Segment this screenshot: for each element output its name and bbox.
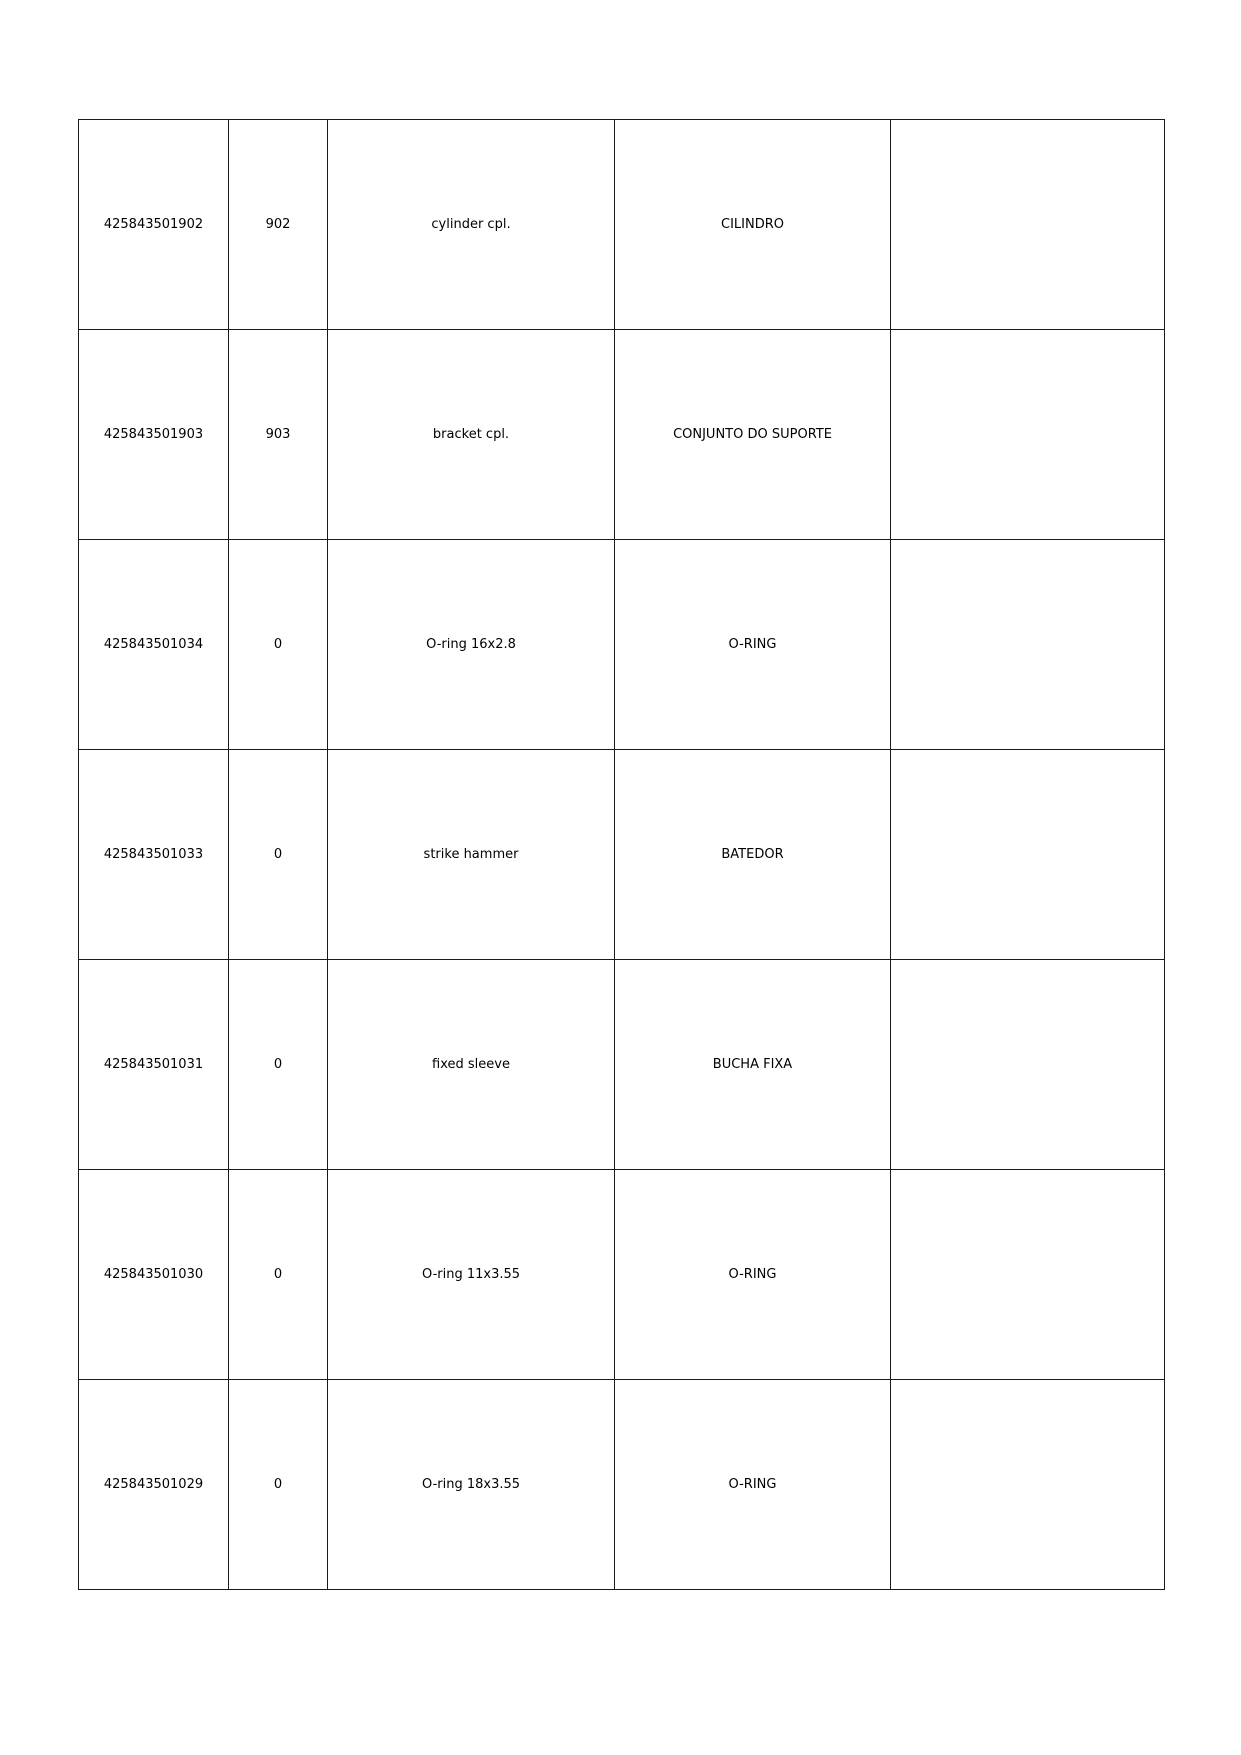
position-cell: 902 [229, 120, 328, 330]
notes-cell [891, 1170, 1165, 1380]
description-en-cell: O-ring 18x3.55 [328, 1380, 615, 1590]
part-code-cell: 425843501033 [79, 750, 229, 960]
table-row [79, 1380, 1165, 1590]
description-en-cell: O-ring 16x2.8 [328, 540, 615, 750]
notes-cell [891, 540, 1165, 750]
notes-cell [891, 1380, 1165, 1590]
position-cell: 903 [229, 330, 328, 540]
part-code-cell: 425843501029 [79, 1380, 229, 1590]
description-pt-cell: CONJUNTO DO SUPORTE [615, 330, 891, 540]
description-pt-cell: BATEDOR [615, 750, 891, 960]
part-code-cell: 425843501034 [79, 540, 229, 750]
table-row [79, 120, 1165, 330]
description-pt-cell: O-RING [615, 1380, 891, 1590]
description-en-cell: bracket cpl. [328, 330, 615, 540]
table-row [79, 960, 1165, 1170]
description-en-cell: fixed sleeve [328, 960, 615, 1170]
description-en-cell: O-ring 11x3.55 [328, 1170, 615, 1380]
notes-cell [891, 120, 1165, 330]
part-code-cell: 425843501030 [79, 1170, 229, 1380]
notes-cell [891, 330, 1165, 540]
position-cell: 0 [229, 540, 328, 750]
position-cell: 0 [229, 750, 328, 960]
parts-table [78, 119, 1165, 1590]
notes-cell [891, 960, 1165, 1170]
notes-cell [891, 750, 1165, 960]
part-code-cell: 425843501903 [79, 330, 229, 540]
position-cell: 0 [229, 960, 328, 1170]
description-pt-cell: CILINDRO [615, 120, 891, 330]
table-row [79, 330, 1165, 540]
table-row [79, 750, 1165, 960]
description-pt-cell: O-RING [615, 540, 891, 750]
part-code-cell: 425843501031 [79, 960, 229, 1170]
position-cell: 0 [229, 1380, 328, 1590]
table-row [79, 540, 1165, 750]
table-row [79, 1170, 1165, 1380]
position-cell: 0 [229, 1170, 328, 1380]
description-en-cell: cylinder cpl. [328, 120, 615, 330]
description-pt-cell: O-RING [615, 1170, 891, 1380]
description-en-cell: strike hammer [328, 750, 615, 960]
description-pt-cell: BUCHA FIXA [615, 960, 891, 1170]
part-code-cell: 425843501902 [79, 120, 229, 330]
